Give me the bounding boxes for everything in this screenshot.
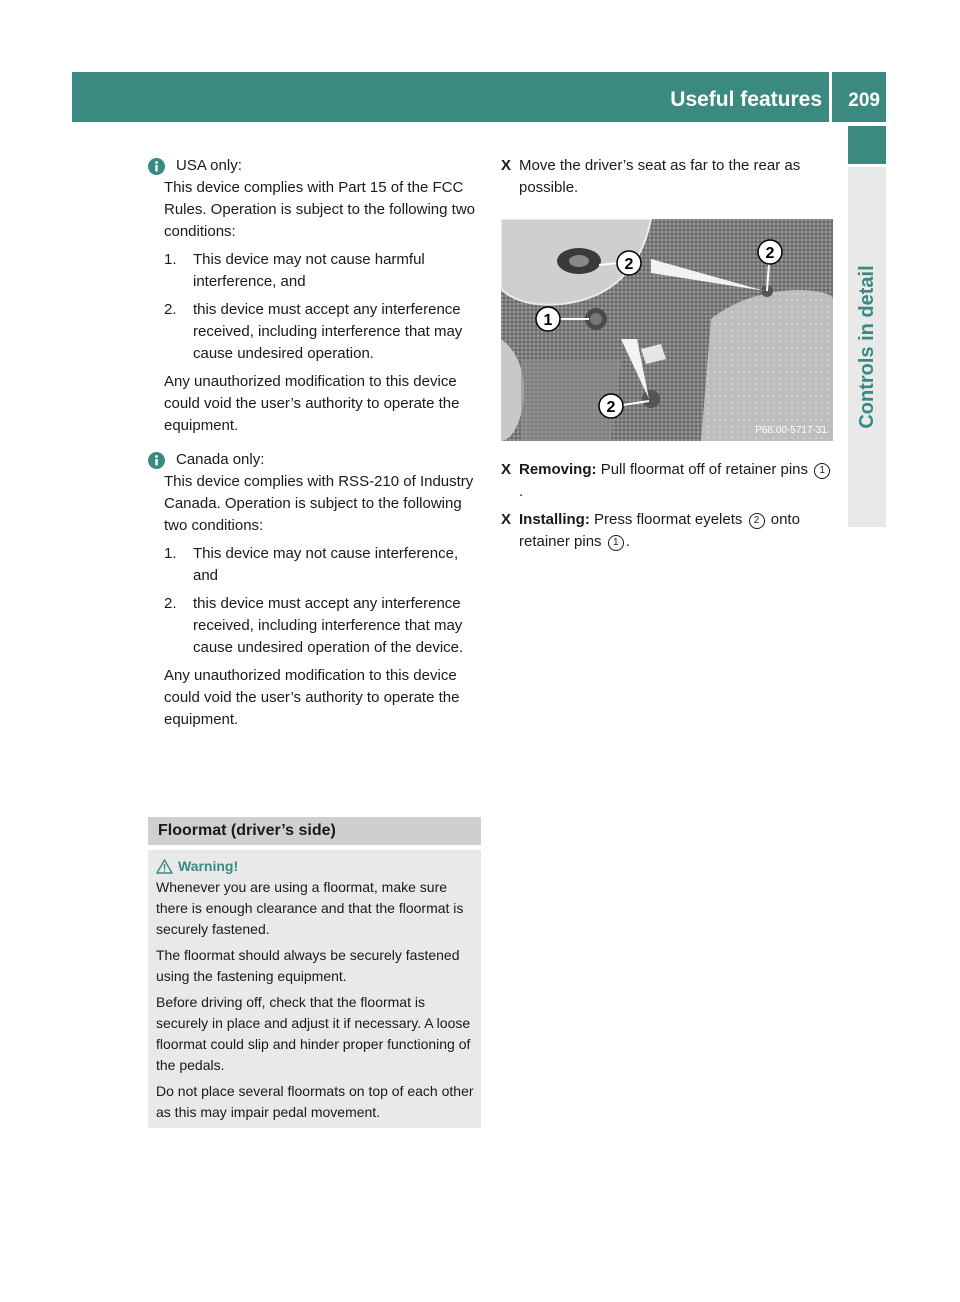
step-marker: X [501,511,512,528]
callout-label: 2 [606,399,616,416]
canada-note-intro: This device complies with RSS-210 of Industry Canada. Operation is subject to the following two conditions: [164,473,474,534]
list-text: this device must accept any interference received, including interference that may cause undesired operation. [193,301,463,362]
step-move-seat [501,155,835,199]
left-column [148,155,482,731]
section-title: Floormat (driver’s side) [148,817,481,845]
list-item [164,593,482,659]
warning-triangle-icon [156,859,173,874]
canada-conditions-list [164,543,482,659]
step-text: Move the driver’s seat as far to the rear as possible. [519,157,801,196]
floormat-illustration [501,219,833,441]
page-header [72,72,886,122]
side-tab-label: Controls in detail [856,265,878,429]
side-tab-marker [848,126,886,164]
side-tab [848,167,886,527]
step-marker: X [501,157,512,174]
warning-paragraph: The floormat should always be securely fastened using the fastening equipment. [156,947,460,984]
canada-note-closing: Any unauthorized modification to this device could void the user’s authority to operate the equipment. [164,667,460,728]
callout-ref-1: 1 [814,463,830,479]
usa-note-intro: This device complies with Part 15 of the FCC Rules. Operation is subject to the following two conditions: [164,179,475,240]
list-number: 1. [164,545,177,562]
list-number: 2. [164,595,177,612]
warning-paragraph: Do not place several floormats on top of each other as this may impair pedal movement. [156,1083,474,1120]
callout-ref-1: 1 [608,535,624,551]
usa-note-heading [148,155,482,177]
list-text: This device may not cause harmful interference, and [193,251,425,290]
warning-paragraph: Before driving off, check that the floormat is securely in place and adjust it if necessary. A loose floormat could slip and hinder proper functioning of the pedals. [156,994,471,1073]
header-divider [829,72,832,122]
callout-ref-2: 2 [749,513,765,529]
list-number: 1. [164,251,177,268]
list-item [164,299,482,365]
warning-box [148,850,481,1128]
callout-2-top [617,251,641,275]
callout-1 [536,307,560,331]
list-item [164,249,482,293]
usa-note-closing: Any unauthorized modification to this device could void the user’s authority to operate the equipment. [164,373,460,434]
callout-label: 2 [765,245,775,262]
step-text: Press floormat eyelets [594,511,743,528]
info-icon [148,158,165,175]
step-label: Installing: [519,511,590,528]
right-column [501,155,835,559]
step-period: . [625,533,630,550]
list-text: this device must accept any interference received, including interference that may cause undesired operation of the device. [193,595,464,656]
usa-note-title: USA only: [176,157,242,174]
callout-label: 2 [624,256,634,273]
list-number: 2. [164,301,177,318]
list-text: This device may not cause interference, and [193,545,459,584]
warning-title: Warning! [178,858,239,874]
page-number: 209 [848,90,880,111]
step-label: Removing: [519,461,597,478]
step-marker: X [501,461,512,478]
step-installing [501,509,835,553]
step-period: . [519,483,524,500]
callout-2-bottom [599,394,623,418]
usa-conditions-list [164,249,482,365]
step-text: onto retainer pins [519,511,800,550]
canada-note-title: Canada only: [176,451,265,468]
canada-note [148,449,482,731]
step-text: Pull floormat off of retainer pins [600,461,809,478]
callout-label: 1 [543,312,553,329]
list-item [164,543,482,587]
step-removing [501,459,835,503]
warning-heading [156,856,475,877]
image-code: P68.00-5717-31 [755,425,827,436]
floormat-figure [501,219,833,441]
chapter-title: Useful features [670,88,822,111]
usa-note [148,155,482,437]
callout-2-right [758,240,782,264]
warning-paragraph: Whenever you are using a floormat, make sure there is enough clearance and that the floormat is securely fastened. [156,879,464,937]
info-icon [148,452,165,469]
canada-note-heading [148,449,482,471]
